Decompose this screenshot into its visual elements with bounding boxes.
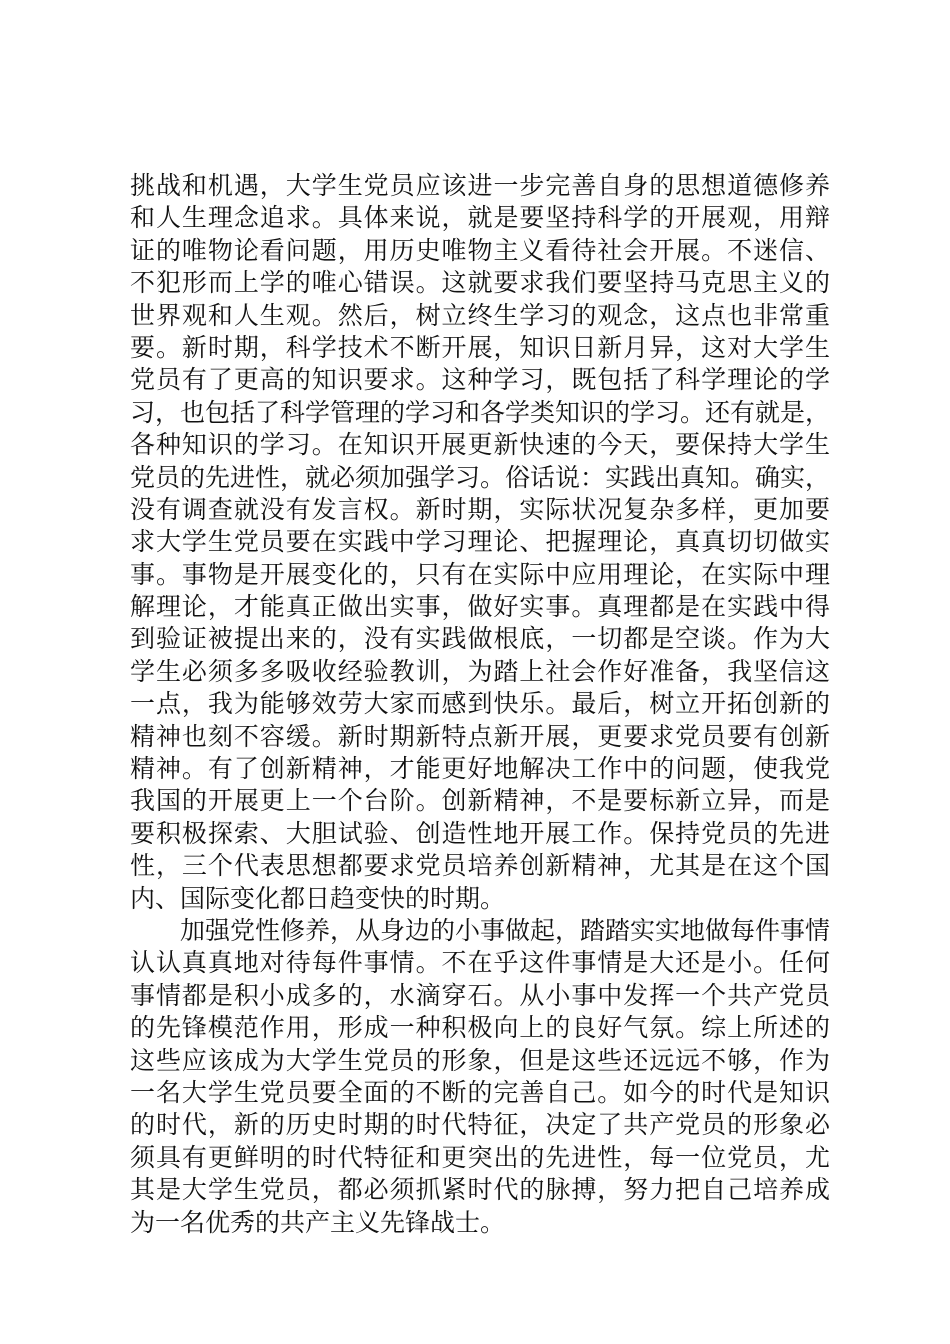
paragraph-line: 习，也包括了科学管理的学习和各学类知识的学习。还有就是，: [130, 397, 831, 427]
paragraph-line: 我国的开展更上一个台阶。创新精神，不是要标新立异，而是: [130, 786, 830, 816]
paragraph-line: 为一名优秀的共产主义先锋战士。: [130, 1207, 506, 1237]
paragraph-line: 须具有更鲜明的时代特征和更突出的先进性，每一位党员，尤: [130, 1142, 830, 1172]
paragraph-line: 学生必须多多吸收经验教训，为踏上社会作好准备，我坚信这: [130, 656, 830, 686]
paragraph-line: 事情都是积小成多的，水滴穿石。从小事中发挥一个共产党员: [130, 980, 830, 1010]
paragraph-line: 一点，我为能够效劳大家而感到快乐。最后，树立开拓创新的: [130, 689, 830, 719]
paragraph-line: 证的唯物论看问题，用历史唯物主义看待社会开展。不迷信、: [130, 235, 830, 265]
paragraph-line: 事。事物是开展变化的，只有在实际中应用理论，在实际中理: [130, 559, 830, 589]
paragraph-line: 党员的先进性，就必须加强学习。俗话说：实践出真知。确实，: [130, 462, 831, 492]
paragraph-line: 要积极探索、大胆试验、创造性地开展工作。保持党员的先进: [130, 818, 830, 848]
paragraph-line: 没有调查就没有发言权。新时期，实际状况复杂多样，更加要: [130, 494, 830, 524]
paragraph-line: 精神。有了创新精神，才能更好地解决工作中的问题，使我党: [130, 754, 830, 784]
paragraph-line: 各种知识的学习。在知识开展更新快速的今天，要保持大学生: [130, 430, 830, 460]
body-text: [130, 170, 830, 1239]
paragraph-line: 这些应该成为大学生党员的形象，但是这些还远远不够，作为: [130, 1045, 830, 1075]
paragraph-line: 求大学生党员要在实践中学习理论、把握理论，真真切切做实: [130, 527, 830, 557]
paragraph-line: 的先锋模范作用，形成一种积极向上的良好气氛。综上所述的: [130, 1013, 830, 1043]
paragraph-line: 加强党性修养，从身边的小事做起，踏踏实实地做每件事情: [180, 915, 831, 945]
paragraph-line: 解理论，才能真正做出实事，做好实事。真理都是在实践中得: [130, 592, 830, 622]
paragraph-line: 挑战和机遇，大学生党员应该进一步完善自身的思想道德修养: [130, 171, 830, 200]
paragraph-line: 的时代，新的历史时期的时代特征，决定了共产党员的形象必: [130, 1110, 830, 1140]
paragraph-line: 到验证被提出来的，没有实践做根底，一切都是空谈。作为大: [130, 624, 830, 654]
paragraph-line: 世界观和人生观。然后，树立终生学习的观念，这点也非常重: [130, 300, 830, 330]
paragraph-line: 性，三个代表思想都要求党员培养创新精神，尤其是在这个国: [130, 851, 830, 881]
paragraph-line: 和人生理念追求。具体来说，就是要坚持科学的开展观，用辩: [130, 203, 830, 233]
paragraph-line: 内、国际变化都日趋变快的时期。: [130, 883, 506, 913]
paragraph-line: 认认真真地对待每件事情。不在乎这件事情是大还是小。任何: [130, 948, 830, 978]
paragraph-line: 精神也刻不容缓。新时期新特点新开展，更要求党员要有创新: [130, 721, 830, 751]
paragraph-line: 党员有了更高的知识要求。这种学习，既包括了科学理论的学: [130, 365, 830, 395]
paragraph-2: [130, 915, 830, 1239]
paragraph-line: 要。新时期，科学技术不断开展，知识日新月异，这对大学生: [130, 332, 830, 362]
paragraph-1: [130, 170, 830, 915]
paragraph-line: 不犯形而上学的唯心错误。这就要求我们要坚持马克思主义的: [130, 268, 830, 298]
paragraph-line: 一名大学生党员要全面的不断的完善自己。如今的时代是知识: [130, 1077, 830, 1107]
paragraph-line: 其是大学生党员，都必须抓紧时代的脉搏，努力把自己培养成: [130, 1175, 830, 1205]
